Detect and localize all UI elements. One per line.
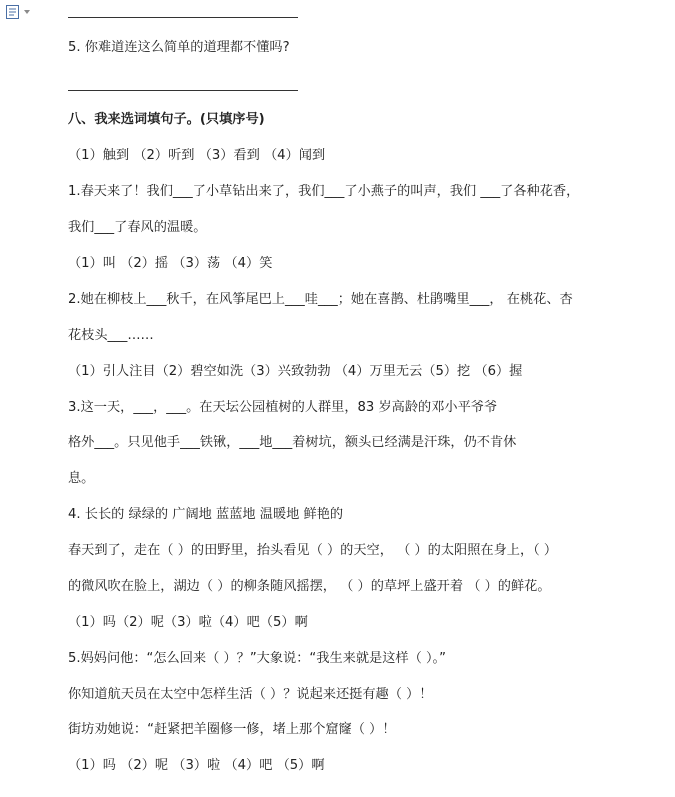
exercise-text: 3.这一天，___，___。在天坛公园植树的人群里，83 岁高龄的邓小平爷爷	[68, 400, 498, 415]
exercise-text: 1.春天来了！我们___了小草钻出来了，我们___了小燕子的叫声，我们 ___了各种花香，	[68, 184, 580, 199]
exercise-text: 2.她在柳枝上___秋千，在风筝尾巴上___哇___；她在喜鹊、杜鹃嘴里___， 在桃花、杏	[68, 292, 573, 307]
word-options: （1）触到 （2）听到 （3）看到 （4）闻到	[68, 148, 326, 163]
answer-line	[68, 90, 298, 91]
chevron-down-icon	[23, 8, 31, 16]
word-options: （1）引人注目（2）碧空如洗（3）兴致勃勃 （4）万里无云（5）挖 （6）握	[68, 364, 523, 379]
word-options: （1）叫 （2）摇 （3）荡 （4）笑	[68, 256, 273, 271]
word-options: （1）吗（2）呢（3）啦（4）吧（5）啊	[68, 615, 308, 630]
exercise-text: 花枝头___……	[68, 328, 154, 343]
exercise-text: 街坊劝她说：“赶紧把羊圈修一修，堵上那个窟窿（ ）！	[68, 722, 396, 737]
exercise-text: 息。	[68, 471, 95, 486]
answer-line	[68, 17, 298, 18]
exercise-text: 我们___了春风的温暖。	[68, 220, 207, 235]
exercise-text: 春天到了，走在（ ）的田野里，抬头看见（ ）的天空， （ ）的太阳照在身上，（ ）	[68, 543, 558, 558]
exercise-text: 的微风吹在脸上，湖边（ ）的柳条随风摇摆， （ ）的草坪上盛开着 （ ）的鲜花。	[68, 579, 551, 594]
exercise-text: 你知道航天员在太空中怎样生活（ ）？说起来还挺有趣（ ）！	[68, 687, 433, 702]
word-options: 4. 长长的 绿绿的 广阔地 蓝蓝地 温暖地 鲜艳的	[68, 507, 344, 522]
exercise-text: 5.妈妈问他：“怎么回来（ ）？”大象说：“我生来就是这样（ ）。”	[68, 651, 446, 666]
section-heading: 八、我来选词填句子。(只填序号)	[68, 112, 265, 127]
question-text: 5. 你难道连这么简单的道理都不懂吗?	[68, 40, 290, 55]
exercise-text: 格外___。只见他手___铁锹，___地___着树坑，额头已经满是汗珠，仍不肯休	[68, 435, 517, 450]
document-icon[interactable]	[5, 4, 31, 20]
word-options: （1）吗 （2）呢 （3）啦 （4）吧 （5）啊	[68, 758, 325, 773]
